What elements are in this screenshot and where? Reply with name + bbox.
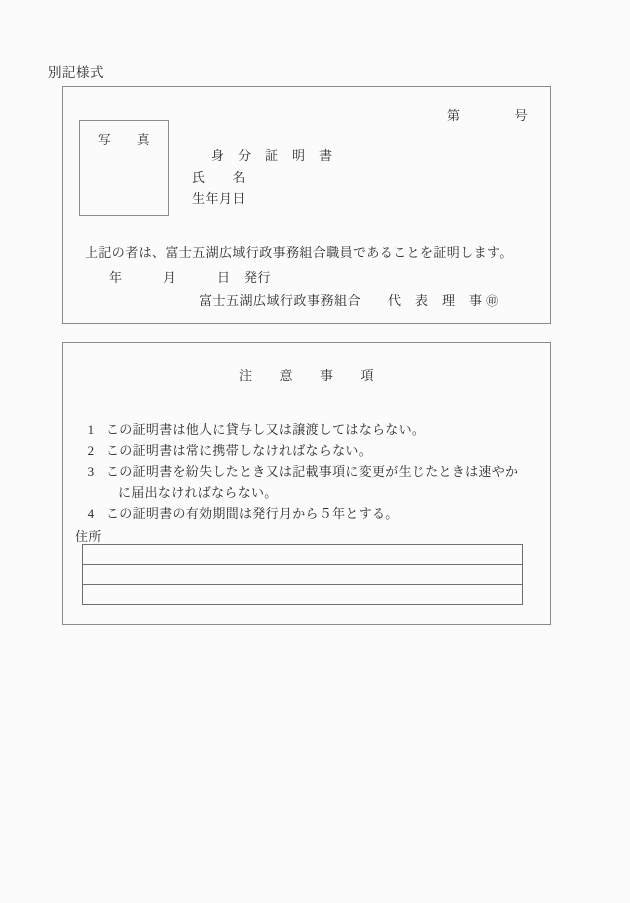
notice-text-main: この証明書は常に携帯しなければならない。	[106, 443, 373, 458]
notice-number: 2	[87, 443, 95, 458]
address-cell[interactable]	[83, 545, 523, 565]
issuer-signature-line	[199, 290, 499, 309]
address-label: 住所	[75, 529, 103, 544]
photo-label: 写 真	[97, 133, 150, 147]
address-cell[interactable]	[83, 565, 523, 585]
name-field-label: 氏 名	[192, 170, 247, 185]
form-type-label: 別記様式	[48, 65, 104, 80]
notice-number: 1	[87, 422, 95, 437]
list-item	[76, 419, 528, 440]
photo-placeholder-frame	[79, 120, 169, 216]
address-cell[interactable]	[83, 585, 523, 605]
notice-text-main: この証明書を紛失したとき又は記載事項に変更が生じたときは速やか	[106, 464, 519, 479]
birthdate-field-label: 生年月日	[192, 191, 247, 206]
table-row	[83, 545, 523, 565]
address-table	[82, 544, 523, 605]
list-item	[76, 461, 528, 503]
table-row	[83, 565, 523, 585]
notice-text	[106, 440, 528, 461]
notices-title: 注 意 事 項	[238, 368, 374, 383]
certificate-title: 身 分 証 明 書	[211, 148, 333, 163]
issuer-name: 富士五湖広域行政事務組合 代 表 理 事	[199, 293, 483, 308]
notice-text-main: この証明書は他人に貸与し又は譲渡してはならない。	[106, 422, 426, 437]
list-item	[76, 503, 528, 524]
notice-number: 4	[87, 506, 95, 521]
notice-text	[106, 419, 528, 440]
list-item	[76, 440, 528, 461]
notice-text-continuation: に届出なければならない。	[118, 485, 278, 500]
issue-date-line: 年 月 日 発行	[109, 270, 272, 285]
certification-statement: 上記の者は、富士五湖広域行政事務組合職員であることを証明します。	[85, 245, 513, 260]
certificate-box	[62, 86, 551, 324]
notice-text	[106, 503, 528, 524]
notice-text	[106, 461, 528, 503]
table-row	[83, 585, 523, 605]
notice-number: 3	[87, 464, 95, 479]
certificate-number-field: 第 号	[446, 108, 528, 123]
notices-box	[62, 342, 551, 625]
seal-icon: ㊞	[486, 294, 499, 308]
notices-list	[76, 419, 528, 524]
notice-text-main: この証明書の有効期間は発行月から５年とする。	[106, 506, 399, 521]
